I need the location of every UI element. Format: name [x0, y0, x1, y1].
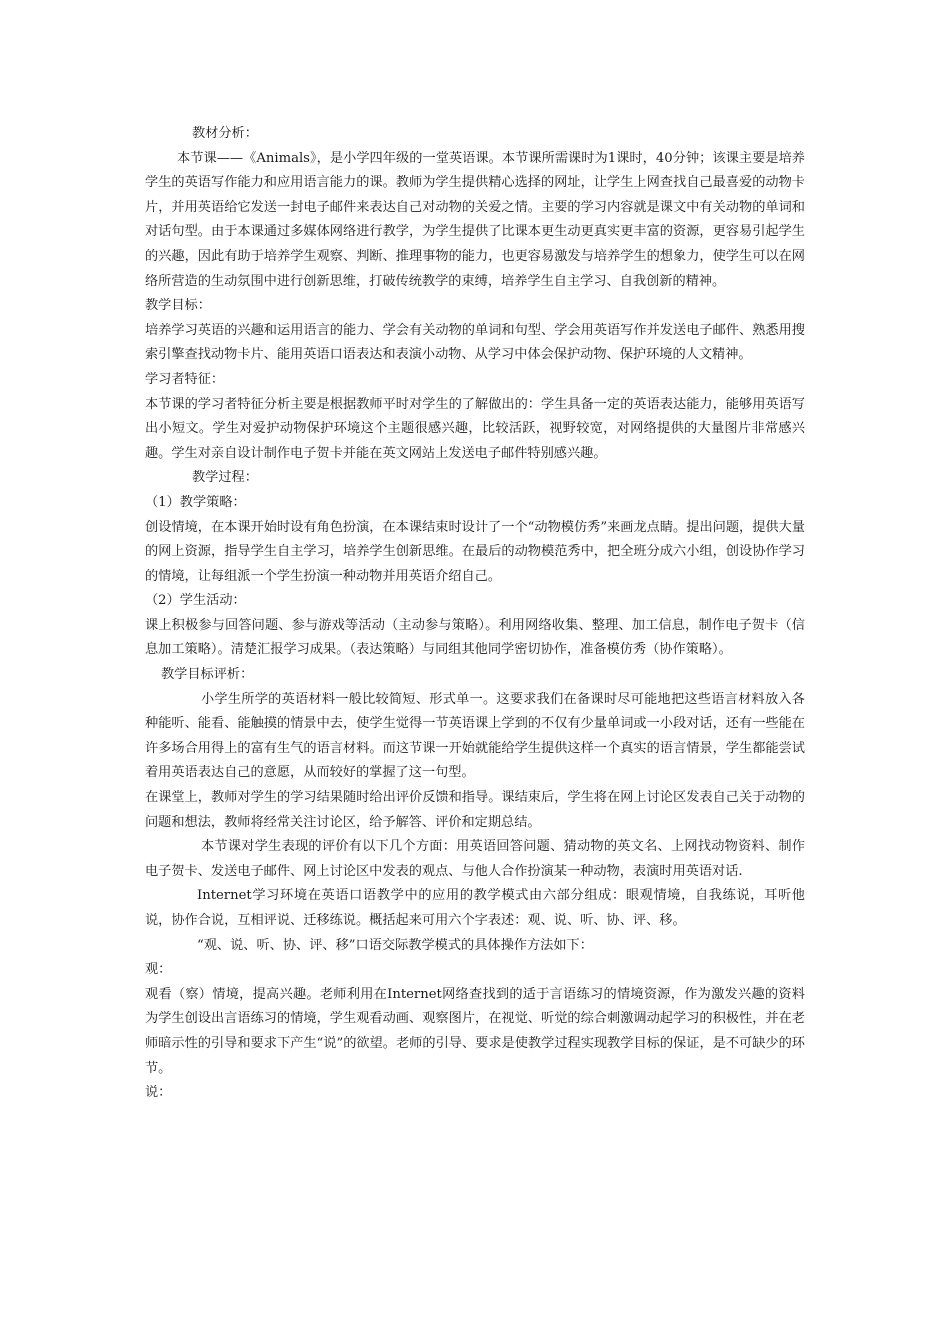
- process-heading: 教学过程：: [192, 470, 258, 486]
- speak-heading: 说：: [145, 1085, 172, 1101]
- teaching-goal-heading: 教学目标：: [145, 298, 211, 314]
- learner-paragraph: 本节课的学习者特征分析主要是根据教师平时对学生的了解做出的：学生具备一定的英语表达能力，能够用英语写出小短文。学生对爱护动物保护环境这个主题很感兴趣，比较活跃，视野较宽，对网络提供的大量图片非常感兴趣。学生对亲自设计制作电子贺卡并能在英文网站上发送电子邮件特别感兴趣。: [145, 396, 805, 461]
- strategy-heading: （1）教学策略：: [145, 494, 246, 510]
- evaluation-paragraph-3: 本节课对学生表现的评价有以下几个方面：用英语回答问题、猜动物的英文名、上网找动物资料、制作电子贺卡、发送电子邮件、网上讨论区中发表的观点、与他人合作扮演某一种动物，表演时用英语对话.: [145, 839, 805, 879]
- internet-paragraph: Internet学习环境在英语口语教学中的应用的教学模式由六部分组成：眼观情境，自我练说，耳听他说，协作合说，互相评说、迁移练说。概括起来可用六个字表述：观、说、听、协、评、移。: [145, 888, 805, 928]
- observe-paragraph: 观看（察）情境，提高兴趣。老师利用在Internet网络查找到的适于言语练习的情境资源，作为激发兴趣的资料为学生创设出言语练习的情境，学生观看动画、观察图片，在视觉、听觉的综合刺激调动起学习的积极性，并在老师暗示性的引导和要求下产生“说”的欲望。老师的引导、要求是使教学过程实现教学目标的保证，是不可缺少的环节。: [145, 986, 805, 1076]
- teaching-goal-paragraph: 培养学习英语的兴趣和运用语言的能力、学会有关动物的单词和句型、学会用英语写作并发送电子邮件、熟悉用搜索引擎查找动物卡片、能用英语口语表达和表演小动物、从学习中体会保护动物、保护环境的人文精神。: [145, 322, 805, 363]
- activity-paragraph: 课上积极参与回答问题、参与游戏等活动（主动参与策略）。利用网络收集、整理、加工信息，制作电子贺卡（信息加工策略）。清楚汇报学习成果。（表达策略）与同组其他同学密切协作，准备模仿秀（协作策略）。: [145, 617, 805, 658]
- activity-heading: （2）学生活动：: [145, 593, 246, 609]
- learner-heading: 学习者特征：: [145, 371, 225, 387]
- strategy-paragraph: 创设情境，在本课开始时设有角色扮演，在本课结束时设计了一个“动物模仿秀”来画龙点睛。提出问题，提供大量的网上资源，指导学生自主学习，培养学生创新思维。在最后的动物模范秀中，把全班分成六小组，创设协作学习的情境，让每组派一个学生扮演一种动物并用英语介绍自己。: [145, 519, 805, 584]
- method-intro: “观、说、听、协、评、移”口语交际教学模式的具体操作方法如下：: [197, 937, 593, 953]
- material-analysis-heading: 教材分析：: [192, 126, 258, 141]
- evaluation-paragraph-2: 在课堂上，教师对学生的学习结果随时给出评价反馈和指导。课结束后，学生将在网上讨论区发表自己关于动物的问题和想法，教师将经常关注讨论区，给予解答、评价和定期总结。: [145, 790, 805, 830]
- document-page: [145, 122, 805, 1106]
- evaluation-paragraph-1: 小学生所学的英语材料一般比较简短、形式单一。这要求我们在备课时尽可能地把这些语言材料放入各种能听、能看、能触摸的情景中去，使学生觉得一节英语课上学到的不仅有少量单词或一小段对话，还有一些能在许多场合用得上的富有生气的语言材料。而这节课一开始就能给学生提供这样一个真实的语言情景，学生都能尝试着用英语表达自己的意愿，从而较好的掌握了这一句型。: [145, 691, 805, 781]
- evaluation-heading: 教学目标评析：: [161, 667, 254, 683]
- observe-heading: 观：: [145, 962, 172, 978]
- material-analysis-paragraph: 本节课——《Animals》，是小学四年级的一堂英语课。本节课所需课时为1课时，40分钟；该课主要是培养学生的英语写作能力和应用语言能力的课。教师为学生提供精心选择的网址，让学生上网查找自己最喜爱的动物卡片，并用英语给它发送一封电子邮件来表达自己对动物的关爱之情。主要的学习内容就是课文中有关动物的单词和对话句型。由于本课通过多媒体网络进行教学，为学生提供了比课本更生动更真实更丰富的资源，更容易引起学生的兴趣，因此有助于培养学生观察、判断、推理事物的能力，也更容易激发与培养学生的想象力，使学生可以在网络所营造的生动氛围中进行创新思维，打破传统教学的束缚，培养学生自主学习、自我创新的精神。: [145, 150, 805, 289]
